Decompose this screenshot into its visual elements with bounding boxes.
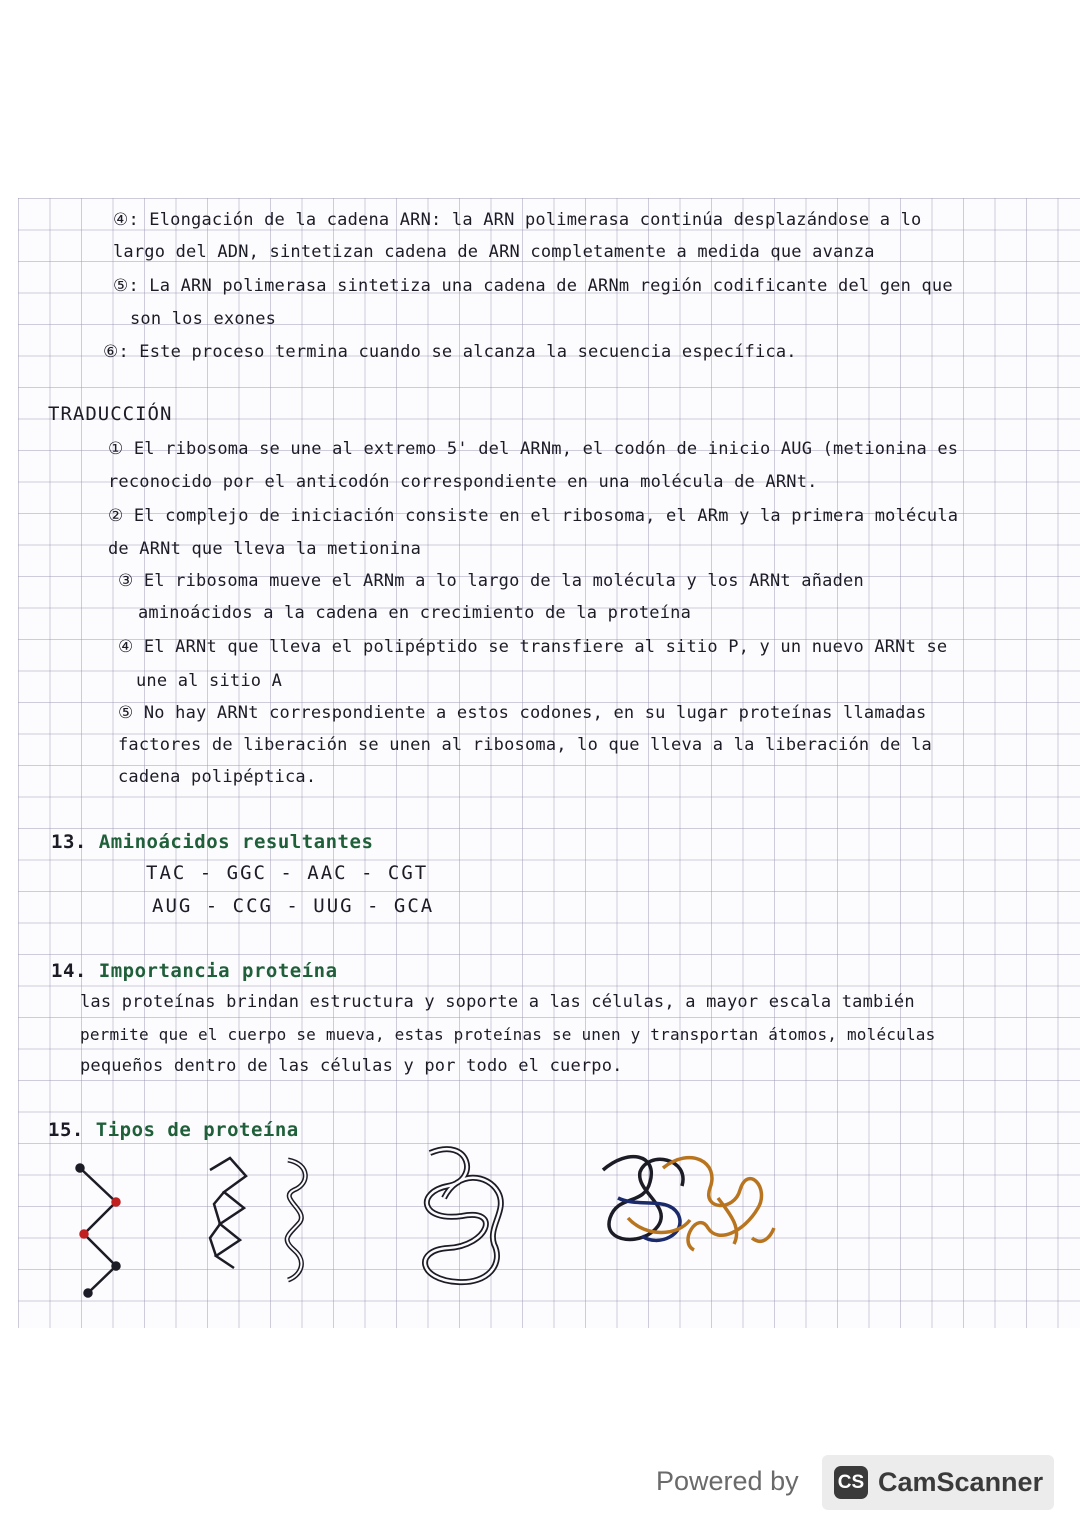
traduccion-step1-line2: reconocido por el anticodón correspondiente en una molécula de ARNt. [108, 472, 818, 492]
sequence-dna: TAC - GGC - AAC - CGT [146, 862, 429, 884]
traduccion-step4-line2: une al sitio A [136, 671, 283, 691]
transcription-step6: ⑥: Este proceso termina cuando se alcanza la secuencia específica. [103, 342, 797, 362]
camscanner-name: CamScanner [878, 1467, 1044, 1497]
transcription-step5-line2: son los exones [130, 309, 277, 329]
transcription-step4-line1: ④: Elongación de la cadena ARN: la ARN polimerasa continúa desplazándose a lo [113, 210, 922, 230]
beta-sheet-icon [210, 1158, 246, 1268]
traduccion-step2-line2: de ARNt que lleva la metionina [108, 539, 422, 559]
traduccion-step5-line1: ⑤ No hay ARNt correspondiente a estos codones, en su lugar proteínas llamadas [118, 703, 927, 723]
camscanner-badge [822, 1455, 1054, 1510]
aminoacidos-title: Aminoácidos resultantes [98, 831, 374, 853]
traduccion-heading: TRADUCCIÓN [48, 403, 173, 425]
tertiary-structure-icon [425, 1149, 501, 1282]
traduccion-step1-line1: ① El ribosoma se une al extremo 5' del ARNm, el codón de inicio AUG (metionina es [108, 439, 959, 459]
traduccion-step5-line2: factores de liberación se unen al ribosoma, lo que lleva a la liberación de la [118, 735, 932, 755]
traduccion-step3-line2: aminoácidos a la cadena en crecimiento de la proteína [138, 603, 692, 623]
traduccion-step4-line1: ④ El ARNt que lleva el polipéptido se transfiere al sitio P, y un nuevo ARNt se [118, 637, 948, 657]
sequence-rna: AUG - CCG - UUG - GCA [152, 895, 435, 917]
importancia-line2: permite que el cuerpo se mueva, estas proteínas se unen y transportan átomos, moléculas [80, 1025, 936, 1044]
traduccion-step3-line1: ③ El ribosoma mueve el ARNm a lo largo de la molécula y los ARNt añaden [118, 571, 864, 591]
primary-structure-icon [77, 1165, 120, 1297]
aminoacidos-number: 13. [51, 831, 87, 853]
camscanner-branding [656, 1452, 1056, 1516]
tipos-title: Tipos de proteína [95, 1119, 299, 1141]
protein-structures-drawing [18, 198, 1080, 1328]
importancia-number: 14. [51, 960, 87, 982]
traduccion-step2-line1: ② El complejo de iniciación consiste en el ribosoma, el ARm y la primera molécula [108, 506, 959, 526]
powered-by-text: Powered by [656, 1466, 799, 1496]
alpha-helix-icon [287, 1160, 305, 1280]
importancia-line3: pequeños dentro de las células y por todo el cuerpo. [80, 1056, 623, 1076]
quaternary-structure-icon [603, 1157, 774, 1250]
importancia-title: Importancia proteína [98, 960, 338, 982]
tipos-number: 15. [48, 1119, 84, 1141]
transcription-step4-line2: largo del ADN, sintetizan cadena de ARN completamente a medida que avanza [113, 242, 875, 262]
camscanner-logo-icon: CS [834, 1466, 868, 1499]
traduccion-step5-line3: cadena polipéptica. [118, 767, 317, 787]
transcription-step5-line1: ⑤: La ARN polimerasa sintetiza una cadena de ARNm región codificante del gen que [113, 276, 953, 296]
notebook-page [18, 198, 1080, 1328]
importancia-line1: las proteínas brindan estructura y soporte a las células, a mayor escala también [80, 992, 915, 1012]
